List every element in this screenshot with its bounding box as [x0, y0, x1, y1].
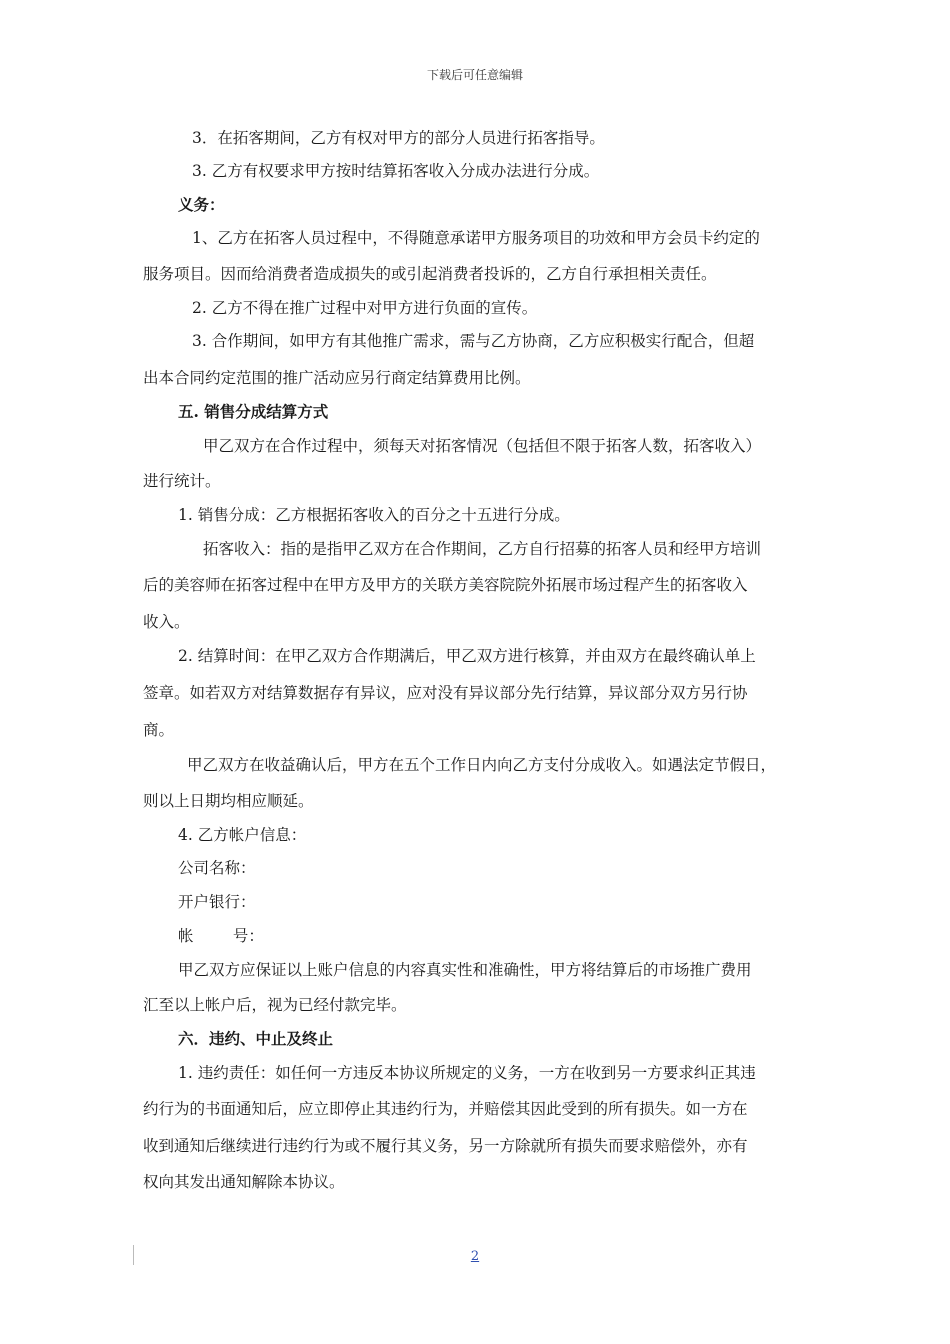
text-line: 收入。 — [143, 613, 190, 631]
section-heading: 五. 销售分成结算方式 — [178, 402, 329, 421]
text-line: 开户银行： — [178, 893, 256, 911]
text-line: 拓客收入：指的是指甲乙双方在合作期间，乙方自行招募的拓客人员和经甲方培训 — [203, 540, 762, 558]
text-line: 1、乙方在拓客人员过程中，不得随意承诺甲方服务项目的功效和甲方会员卡约定的 — [192, 229, 760, 247]
text-line: 则以上日期均相应顺延。 — [143, 792, 314, 810]
text-line: 3. 乙方有权要求甲方按时结算拓客收入分成办法进行分成。 — [192, 162, 600, 180]
text-line: 进行统计。 — [143, 472, 221, 490]
text-line: 出本合同约定范围的推广活动应另行商定结算费用比例。 — [143, 369, 531, 387]
text-line: 收到通知后继续进行违约行为或不履行其义务，另一方除就所有损失而要求赔偿外，亦有 — [143, 1137, 748, 1155]
text-line: 2. 结算时间：在甲乙双方合作期满后，甲乙双方进行核算，并由双方在最终确认单上 — [178, 647, 756, 665]
text-line: 后的美容师在拓客过程中在甲方及甲方的关联方美容院院外拓展市场过程产生的拓客收入 — [143, 576, 748, 594]
text-line: 2. 乙方不得在推广过程中对甲方进行负面的宣传。 — [192, 299, 538, 317]
section-heading: 六．违约、中止及终止 — [178, 1029, 334, 1048]
text-line: 4. 乙方帐户信息： — [178, 826, 307, 844]
text-line: 甲乙双方应保证以上账户信息的内容真实性和准确性，甲方将结算后的市场推广费用 — [178, 961, 752, 979]
text-line: 3. 合作期间，如甲方有其他推广需求，需与乙方协商，乙方应积极实行配合，但超 — [192, 332, 755, 350]
text-line: 签章。如若双方对结算数据存有异议，应对没有异议部分先行结算，异议部分双方另行协 — [143, 684, 748, 702]
text-line: 权向其发出通知解除本协议。 — [143, 1173, 345, 1191]
text-line: 公司名称： — [178, 859, 256, 877]
text-line: 汇至以上帐户后，视为已经付款完毕。 — [143, 996, 407, 1014]
text-line: 约行为的书面通知后，应立即停止其违约行为，并赔偿其因此受到的所有损失。如一方在 — [143, 1100, 748, 1118]
text-line: 3．在拓客期间，乙方有权对甲方的部分人员进行拓客指导。 — [192, 129, 605, 147]
text-line: 帐 号： — [178, 927, 264, 945]
text-line: 商。 — [143, 721, 175, 739]
page-header: 下载后可任意编辑 — [426, 68, 523, 82]
text-line: 服务项目。因而给消费者造成损失的或引起消费者投诉的，乙方自行承担相关责任。 — [143, 265, 717, 283]
section-heading: 义务： — [178, 195, 225, 214]
page-number[interactable]: 2 — [470, 1249, 480, 1264]
text-line: 1. 销售分成：乙方根据拓客收入的百分之十五进行分成。 — [178, 506, 570, 524]
text-line: 甲乙双方在收益确认后，甲方在五个工作日内向乙方支付分成收入。如遇法定节假日， — [187, 756, 777, 774]
text-line: 甲乙双方在合作过程中，须每天对拓客情况（包括但不限于拓客人数，拓客收入） — [203, 437, 762, 455]
text-line: 1. 违约责任：如任何一方违反本协议所规定的义务，一方在收到另一方要求纠正其违 — [178, 1064, 756, 1082]
